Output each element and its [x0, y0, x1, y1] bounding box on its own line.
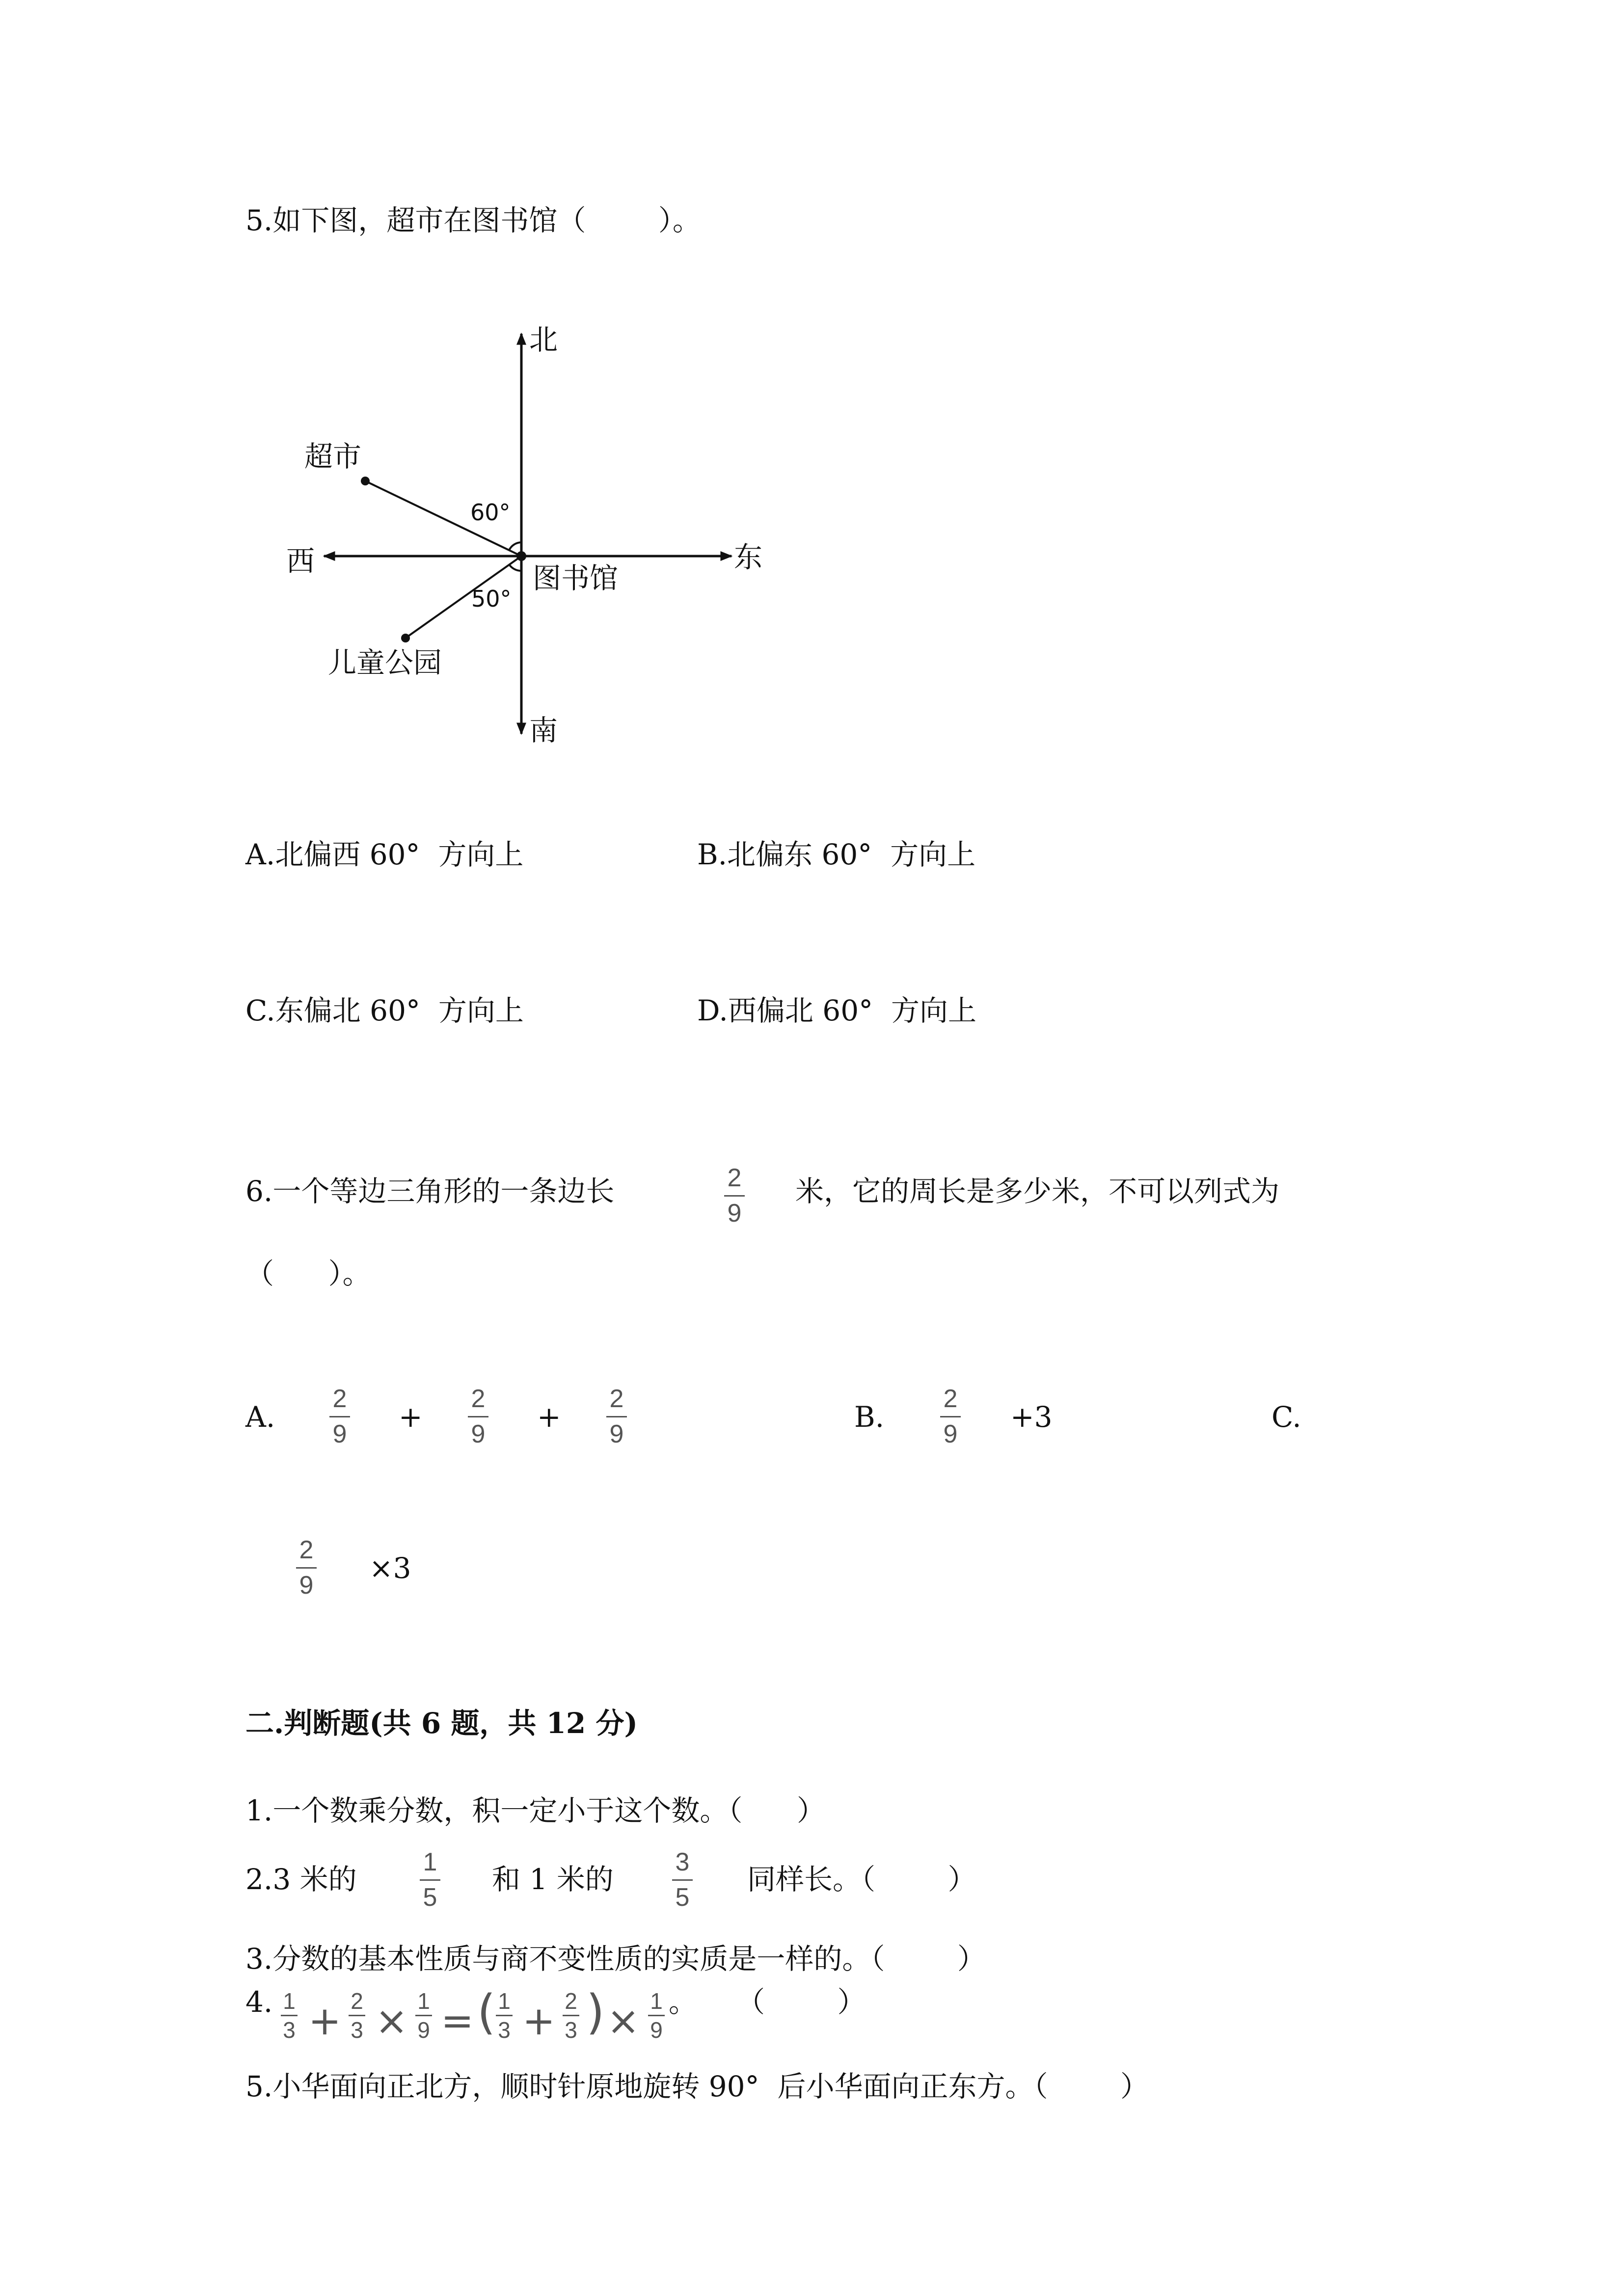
fraction-bar	[415, 2015, 432, 2016]
label-east: 东	[734, 540, 763, 574]
q6-option-a-fraction-2	[463, 1385, 493, 1448]
denominator: 9	[943, 1420, 958, 1449]
numerator: 2	[565, 1988, 577, 2014]
expr-fraction-2-3-b	[563, 1990, 579, 2041]
denominator: 9	[609, 1420, 624, 1449]
q6-stem-part2: 米，它的周长是多少米，不可以列式为	[795, 1175, 1280, 1208]
q6-option-c-fraction	[292, 1536, 321, 1600]
q5-stem: 5.如下图，超市在图书馆（ ）。	[245, 204, 701, 237]
q6-option-a-fraction-1	[325, 1385, 354, 1448]
fraction-bar	[349, 2015, 365, 2016]
label-park: 儿童公园	[328, 646, 442, 679]
numerator: 2	[609, 1385, 624, 1413]
q6-option-c-suffix: ×3	[369, 1551, 411, 1585]
expr-fraction-2-3	[349, 1990, 365, 2041]
tf-item-4-paren: （ ）	[736, 1985, 866, 2019]
fraction-bar	[329, 1416, 350, 1417]
q5-option-d: D.西偏北 60° 方向上	[697, 994, 976, 1027]
numerator: 3	[675, 1848, 690, 1876]
denominator: 9	[727, 1199, 742, 1228]
tf-item-2-fraction-2	[668, 1848, 697, 1912]
angle-arc-60	[509, 542, 521, 550]
expr-left-paren: (	[477, 1985, 496, 2040]
q6-option-a-plus-2: +	[537, 1400, 561, 1434]
fraction-bar	[468, 1416, 488, 1417]
fraction-bar	[281, 2015, 298, 2016]
q5-option-a: A.北偏西 60° 方向上	[245, 838, 524, 871]
tf-item-2-part1: 2.3 米的	[245, 1863, 357, 1896]
denominator: 9	[417, 2017, 430, 2043]
label-angle-50: 50°	[471, 586, 512, 612]
tf-item-2-fraction-1	[415, 1848, 445, 1912]
q6-option-a-label: A.	[245, 1400, 275, 1434]
denominator: 9	[471, 1420, 486, 1449]
expr-times-1: ×	[375, 1998, 408, 2044]
tf-item-2-part3: 同样长。（ ）	[747, 1863, 976, 1896]
fraction-bar	[648, 2015, 665, 2016]
q5-option-b: B.北偏东 60° 方向上	[697, 838, 976, 871]
tf-item-5: 5.小华面向正北方，顺时针原地旋转 90° 后小华面向正东方。（ ）	[245, 2070, 1149, 2103]
denominator: 3	[498, 2017, 511, 2043]
expr-fraction-1-9-b	[648, 1990, 665, 2041]
q6-option-c-label: C.	[1272, 1400, 1301, 1434]
denominator: 9	[332, 1420, 347, 1449]
angle-arc-50	[509, 564, 521, 571]
fraction-bar	[940, 1416, 961, 1417]
denominator: 9	[650, 2017, 663, 2043]
q6-option-a-plus-1: +	[399, 1400, 423, 1434]
numerator: 1	[283, 1988, 296, 2014]
denominator: 5	[675, 1883, 690, 1912]
expr-fraction-1-3	[281, 1990, 298, 2041]
denominator: 9	[299, 1571, 314, 1600]
numerator: 1	[423, 1848, 437, 1876]
library-dot	[516, 551, 526, 561]
fraction-bar	[420, 1879, 440, 1881]
denominator: 3	[565, 2017, 577, 2043]
expr-suffix: 。	[669, 1985, 698, 2019]
expr-right-paren: )	[586, 1985, 605, 2040]
fraction-bar	[724, 1195, 745, 1197]
q6-stem-part1: 6.一个等边三角形的一条边长	[245, 1175, 615, 1208]
expr-plus-1: +	[308, 1998, 342, 2044]
denominator: 3	[351, 2017, 363, 2043]
q6-stem-line2: （ ）。	[245, 1257, 371, 1290]
q5-option-c: C.东偏北 60° 方向上	[245, 994, 524, 1027]
park-dot	[401, 634, 410, 642]
fraction-bar	[296, 1567, 317, 1569]
tf-item-1: 1.一个数乘分数，积一定小于这个数。（ ）	[245, 1794, 825, 1827]
expr-fraction-1-9-a	[415, 1990, 432, 2041]
expr-equals: =	[441, 1998, 474, 2044]
tf-item-3: 3.分数的基本性质与商不变性质的实质是一样的。（ ）	[245, 1942, 986, 1976]
numerator: 2	[332, 1385, 347, 1413]
numerator: 2	[727, 1164, 742, 1192]
label-library: 图书馆	[533, 561, 619, 595]
q6-option-b-fraction	[936, 1385, 965, 1448]
tf-item-4-label: 4.	[245, 1985, 273, 2019]
fraction-bar	[606, 1416, 627, 1417]
supermarket-dot	[361, 477, 370, 485]
q6-option-a-fraction-3	[602, 1385, 631, 1448]
numerator: 2	[943, 1385, 958, 1413]
section2-title: 二.判断题(共 6 题，共 12 分)	[245, 1707, 638, 1740]
numerator: 2	[351, 1988, 363, 2014]
q6-stem-fraction	[720, 1164, 749, 1228]
fraction-bar	[496, 2015, 513, 2016]
numerator: 1	[417, 1988, 430, 2014]
label-angle-60: 60°	[470, 499, 511, 526]
fraction-bar	[563, 2015, 579, 2016]
label-north: 北	[529, 323, 558, 356]
expr-times-2: ×	[607, 1998, 640, 2044]
numerator: 1	[650, 1988, 663, 2014]
label-west: 西	[286, 544, 315, 578]
expr-fraction-1-3-b	[496, 1990, 513, 2041]
label-supermarket: 超市	[304, 440, 362, 473]
numerator: 2	[299, 1536, 314, 1564]
denominator: 5	[423, 1883, 437, 1912]
tf-item-2-part2: 和 1 米的	[492, 1863, 614, 1896]
expr-plus-2: +	[522, 1998, 556, 2044]
q6-option-b-suffix: +3	[1010, 1400, 1053, 1434]
label-south: 南	[529, 714, 558, 747]
fraction-bar	[672, 1879, 693, 1881]
denominator: 3	[283, 2017, 296, 2043]
numerator: 2	[471, 1385, 486, 1413]
numerator: 1	[498, 1988, 511, 2014]
q6-option-b-label: B.	[854, 1400, 885, 1434]
